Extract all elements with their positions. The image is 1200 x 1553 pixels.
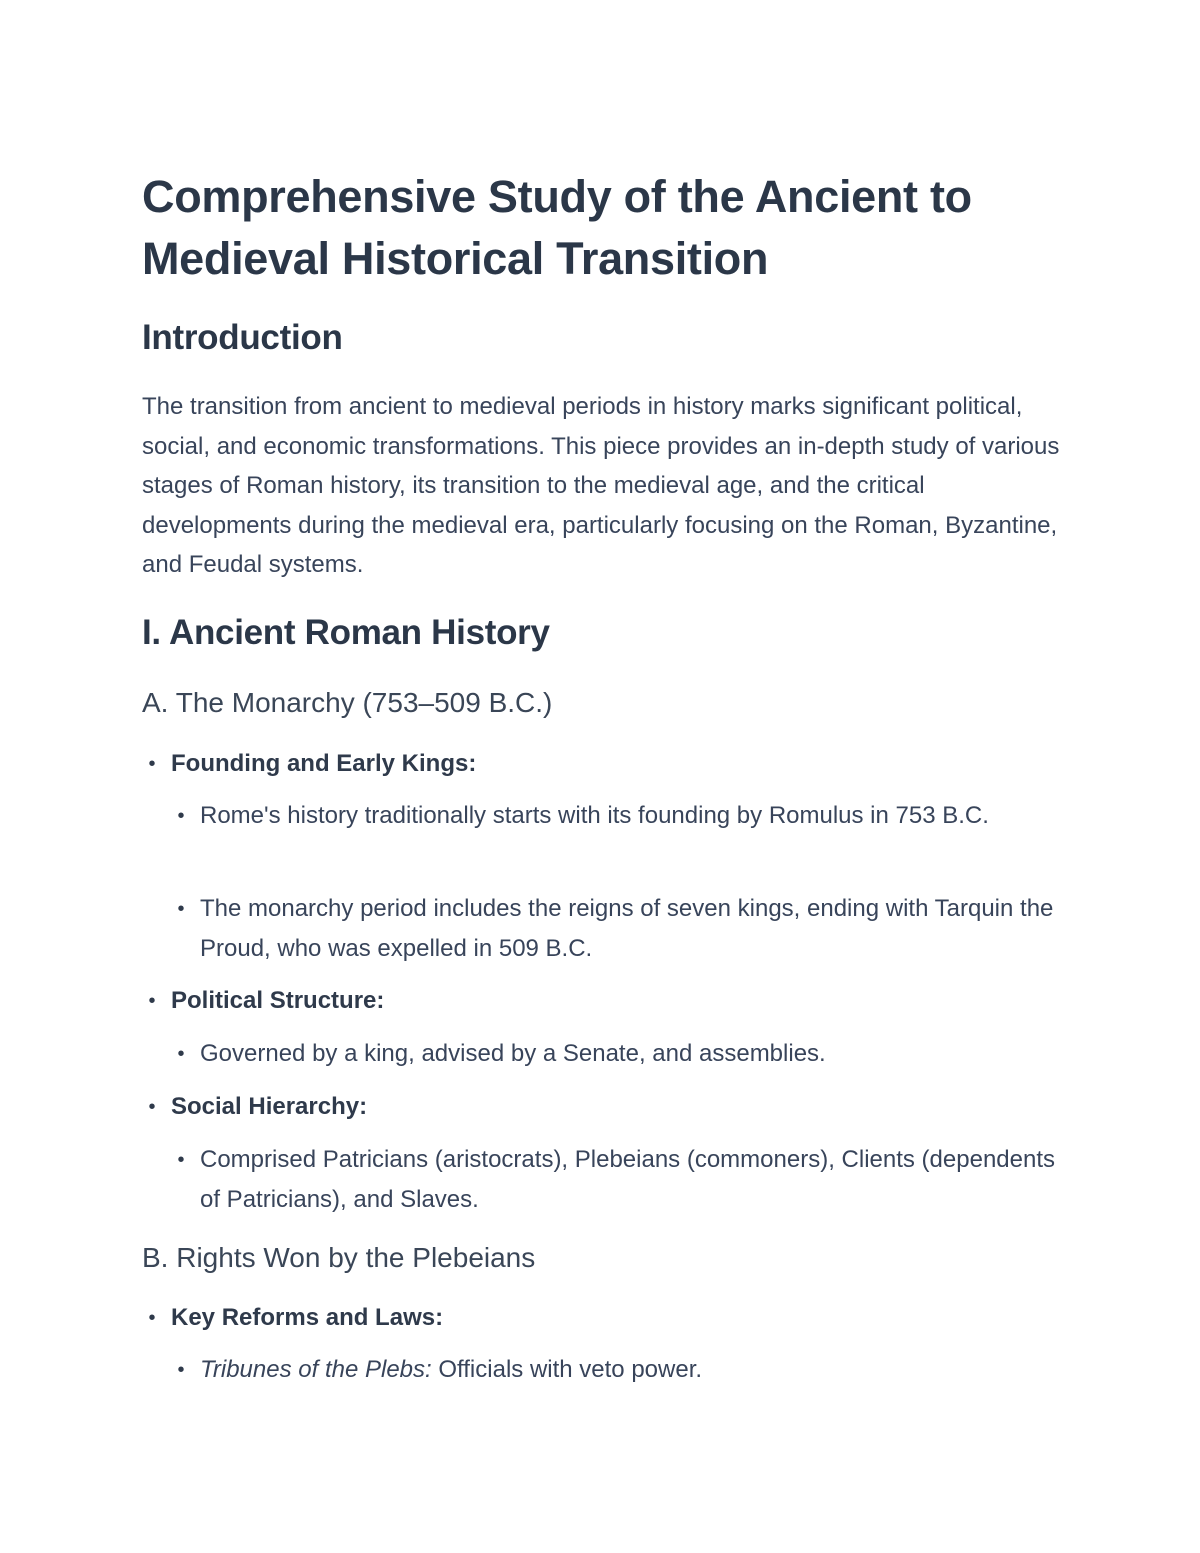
list-item	[148, 1087, 1051, 1127]
section-ancient-roman-history-heading: I. Ancient Roman History	[142, 613, 550, 652]
list-item	[177, 889, 1062, 969]
list-item-text: Governed by a king, advised by a Senate, and assemblies.	[200, 1040, 826, 1067]
document-title: Comprehensive Study of the Ancient to Medieval Historical Transition	[142, 171, 972, 284]
bullet-icon: •	[148, 1307, 156, 1329]
list-item	[177, 1140, 1062, 1220]
list-item-text: Comprised Patricians (aristocrats), Plebeians (commoners), Clients (dependents of Patricians), and Slaves.	[200, 1146, 1055, 1213]
bullet-icon: •	[177, 1149, 185, 1171]
bullet-icon: •	[177, 1043, 185, 1065]
list-item-label: Key Reforms and Laws:	[171, 1304, 444, 1331]
list-item-term: Tribunes of the Plebs:	[200, 1356, 432, 1383]
list-item	[148, 981, 1051, 1021]
bullet-icon: •	[177, 1359, 185, 1381]
subsection-monarchy-heading: A. The Monarchy (753–509 B.C.)	[142, 687, 553, 718]
bullet-icon: •	[148, 990, 156, 1012]
list-item-text: The monarchy period includes the reigns of seven kings, ending with Tarquin the Proud, who was expelled in 509 B.C.	[200, 895, 1054, 962]
bullet-icon: •	[177, 898, 185, 920]
list-item	[148, 1298, 1051, 1338]
list-item-text: Officials with veto power.	[431, 1356, 703, 1383]
list-item-text: Rome's history traditionally starts with its founding by Romulus in 753 B.C.	[200, 802, 989, 829]
list-item	[177, 1034, 1062, 1074]
list-item-label: Founding and Early Kings:	[171, 750, 477, 777]
introduction-heading: Introduction	[142, 318, 343, 357]
introduction-paragraph: The transition from ancient to medieval periods in history marks significant political, social, and economic transformations. This piece provides an in-depth study of various stages of Roman history, its transition to the medieval age, and the critical developments during the medieval era, particularly focusing on the Roman, Byzantine, and Feudal systems.	[142, 393, 1060, 578]
list-item-label: Social Hierarchy:	[171, 1093, 368, 1120]
bullet-icon: •	[177, 805, 185, 827]
bullet-icon: •	[148, 753, 156, 775]
list-item	[177, 1350, 1062, 1390]
list-item-label: Political Structure:	[171, 987, 385, 1014]
bullet-icon: •	[148, 1096, 156, 1118]
list-item	[148, 744, 1051, 784]
subsection-plebeian-rights-heading: B. Rights Won by the Plebeians	[142, 1242, 536, 1273]
list-item	[177, 796, 1062, 836]
